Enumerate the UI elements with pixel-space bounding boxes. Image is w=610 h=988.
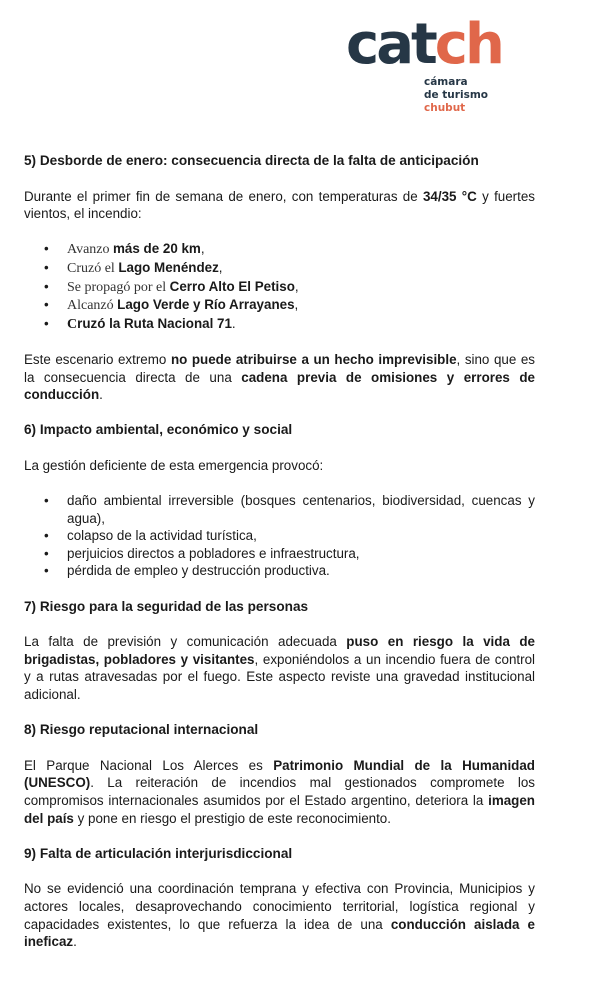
list-item bbox=[24, 259, 535, 278]
logo-wordmark-dark: cat bbox=[346, 12, 435, 77]
text-run: El Parque Nacional Los Alerces es bbox=[24, 757, 274, 773]
text-run-bold: Lago Verde y Río Arrayanes bbox=[117, 297, 295, 313]
section-7-text bbox=[24, 633, 535, 703]
list-item-text: colapso de la actividad turística, bbox=[67, 528, 257, 544]
text-run: . La reiteración de incendios mal gestionados compromete los compromisos internacionales asumidos por el Estado argentino, deteriora la bbox=[24, 775, 535, 808]
section-5-intro bbox=[24, 188, 535, 223]
text-run: , bbox=[200, 241, 205, 257]
list-item bbox=[24, 492, 535, 527]
text-run-bold: Lago Menéndez bbox=[118, 259, 219, 275]
section-5-list bbox=[24, 240, 535, 333]
text-run: Alcanzó bbox=[67, 298, 118, 314]
section-7-title: 7) Riesgo para la seguridad de las personas bbox=[24, 598, 309, 614]
text-run-bold: no puede atribuirse a un hecho imprevisible bbox=[170, 351, 457, 367]
list-item bbox=[24, 545, 535, 563]
list-item-text: pérdida de empleo y destrucción productiva. bbox=[67, 563, 330, 579]
text-run: y fuertes vientos, el incendio: bbox=[24, 188, 536, 222]
logo-line-chubut: chubut bbox=[424, 102, 466, 114]
list-item bbox=[24, 562, 535, 580]
text-run-bold: ruzó la Ruta Nacional 71 bbox=[77, 315, 232, 331]
list-item bbox=[24, 278, 535, 297]
text-run-bold: conducción aislada e ineficaz bbox=[24, 916, 535, 950]
text-run: Avanzo bbox=[67, 242, 113, 258]
bullet-icon: • bbox=[44, 315, 49, 331]
text-run-bold: imagen del país bbox=[24, 793, 535, 826]
text-run-bold: Patrimonio Mundial de la Humanidad (UNESCO) bbox=[24, 757, 535, 791]
text-run: Durante el primer fin de semana de enero, con temperaturas de bbox=[24, 188, 423, 204]
bullet-icon: • bbox=[44, 563, 49, 579]
list-item bbox=[24, 315, 535, 334]
text-run: La falta de previsión y comunicación adecuada bbox=[24, 634, 347, 650]
list-item bbox=[24, 296, 535, 315]
text-run: , exponiéndolos a un incendio fuera de control y a rutas atravesadas por el fuego. Este aspecto reviste una gravedad institucional adicional. bbox=[24, 651, 535, 703]
logo-wordmark bbox=[346, 12, 502, 77]
section-5-title: 5) Desborde de enero: consecuencia directa de la falta de anticipación bbox=[24, 153, 479, 168]
logo-line-turismo: de turismo bbox=[424, 89, 488, 101]
bullet-icon: • bbox=[44, 528, 49, 544]
text-run-bold: cadena previa de omisiones y errores de conducción bbox=[24, 369, 535, 403]
section-6-list bbox=[24, 492, 535, 580]
logo-line-camara: cámara bbox=[424, 76, 468, 88]
section-9-title: 9) Falta de articulación interjurisdiccional bbox=[24, 845, 293, 861]
temperature-value: 34/35 °C bbox=[422, 188, 477, 204]
bullet-icon: • bbox=[44, 278, 49, 294]
text-run: . bbox=[231, 315, 236, 331]
text-run-bold: más de 20 km bbox=[113, 241, 201, 257]
bullet-icon: • bbox=[44, 297, 49, 313]
list-item bbox=[24, 527, 535, 545]
section-6-title: 6) Impacto ambiental, económico y social bbox=[24, 422, 293, 438]
bullet-icon: • bbox=[44, 241, 49, 257]
logo-subtitle bbox=[424, 76, 488, 115]
text-run: Se propagó por el bbox=[67, 279, 170, 295]
list-item-text: perjuicios directos a pobladores e infraestructura, bbox=[67, 545, 360, 561]
list-item bbox=[24, 240, 535, 259]
text-run: , sino que es la consecuencia directa de una bbox=[24, 351, 535, 385]
bullet-icon: • bbox=[44, 259, 49, 275]
catch-logo bbox=[346, 12, 502, 114]
text-run: y pone en riesgo el prestigio de este reconocimiento. bbox=[73, 810, 391, 826]
logo-wordmark-accent: ch bbox=[434, 12, 502, 77]
text-run: C bbox=[67, 316, 78, 332]
section-5-conclusion bbox=[24, 351, 535, 404]
section-8-title: 8) Riesgo reputacional internacional bbox=[24, 722, 259, 738]
text-run: Cruzó el bbox=[67, 260, 119, 276]
list-item-text: daño ambiental irreversible (bosques centenarios, biodiversidad, cuencas y agua), bbox=[67, 493, 535, 526]
section-8-text bbox=[24, 757, 535, 827]
text-run-bold: puso en riesgo la vida de brigadistas, pobladores y visitantes bbox=[24, 634, 535, 667]
bullet-icon: • bbox=[44, 545, 49, 561]
text-run: . bbox=[99, 387, 103, 403]
text-run: . bbox=[73, 934, 77, 950]
text-run: No se evidenció una coordinación temprana y efectiva con Provincia, Municipios y actores locales, desaprovechando conocimiento territorial, logística regional y capacidades existentes, lo que refuerza la idea de una bbox=[24, 881, 535, 932]
text-run: , bbox=[218, 259, 223, 275]
text-run-bold: Cerro Alto El Petiso bbox=[169, 278, 295, 294]
text-run: Este escenario extremo bbox=[24, 351, 171, 367]
text-run: , bbox=[294, 297, 299, 313]
text-run: , bbox=[294, 278, 299, 294]
section-9-text bbox=[24, 880, 535, 950]
document-body bbox=[24, 152, 535, 951]
bullet-icon: • bbox=[44, 493, 49, 509]
section-6-intro: La gestión deficiente de esta emergencia provocó: bbox=[24, 457, 324, 473]
